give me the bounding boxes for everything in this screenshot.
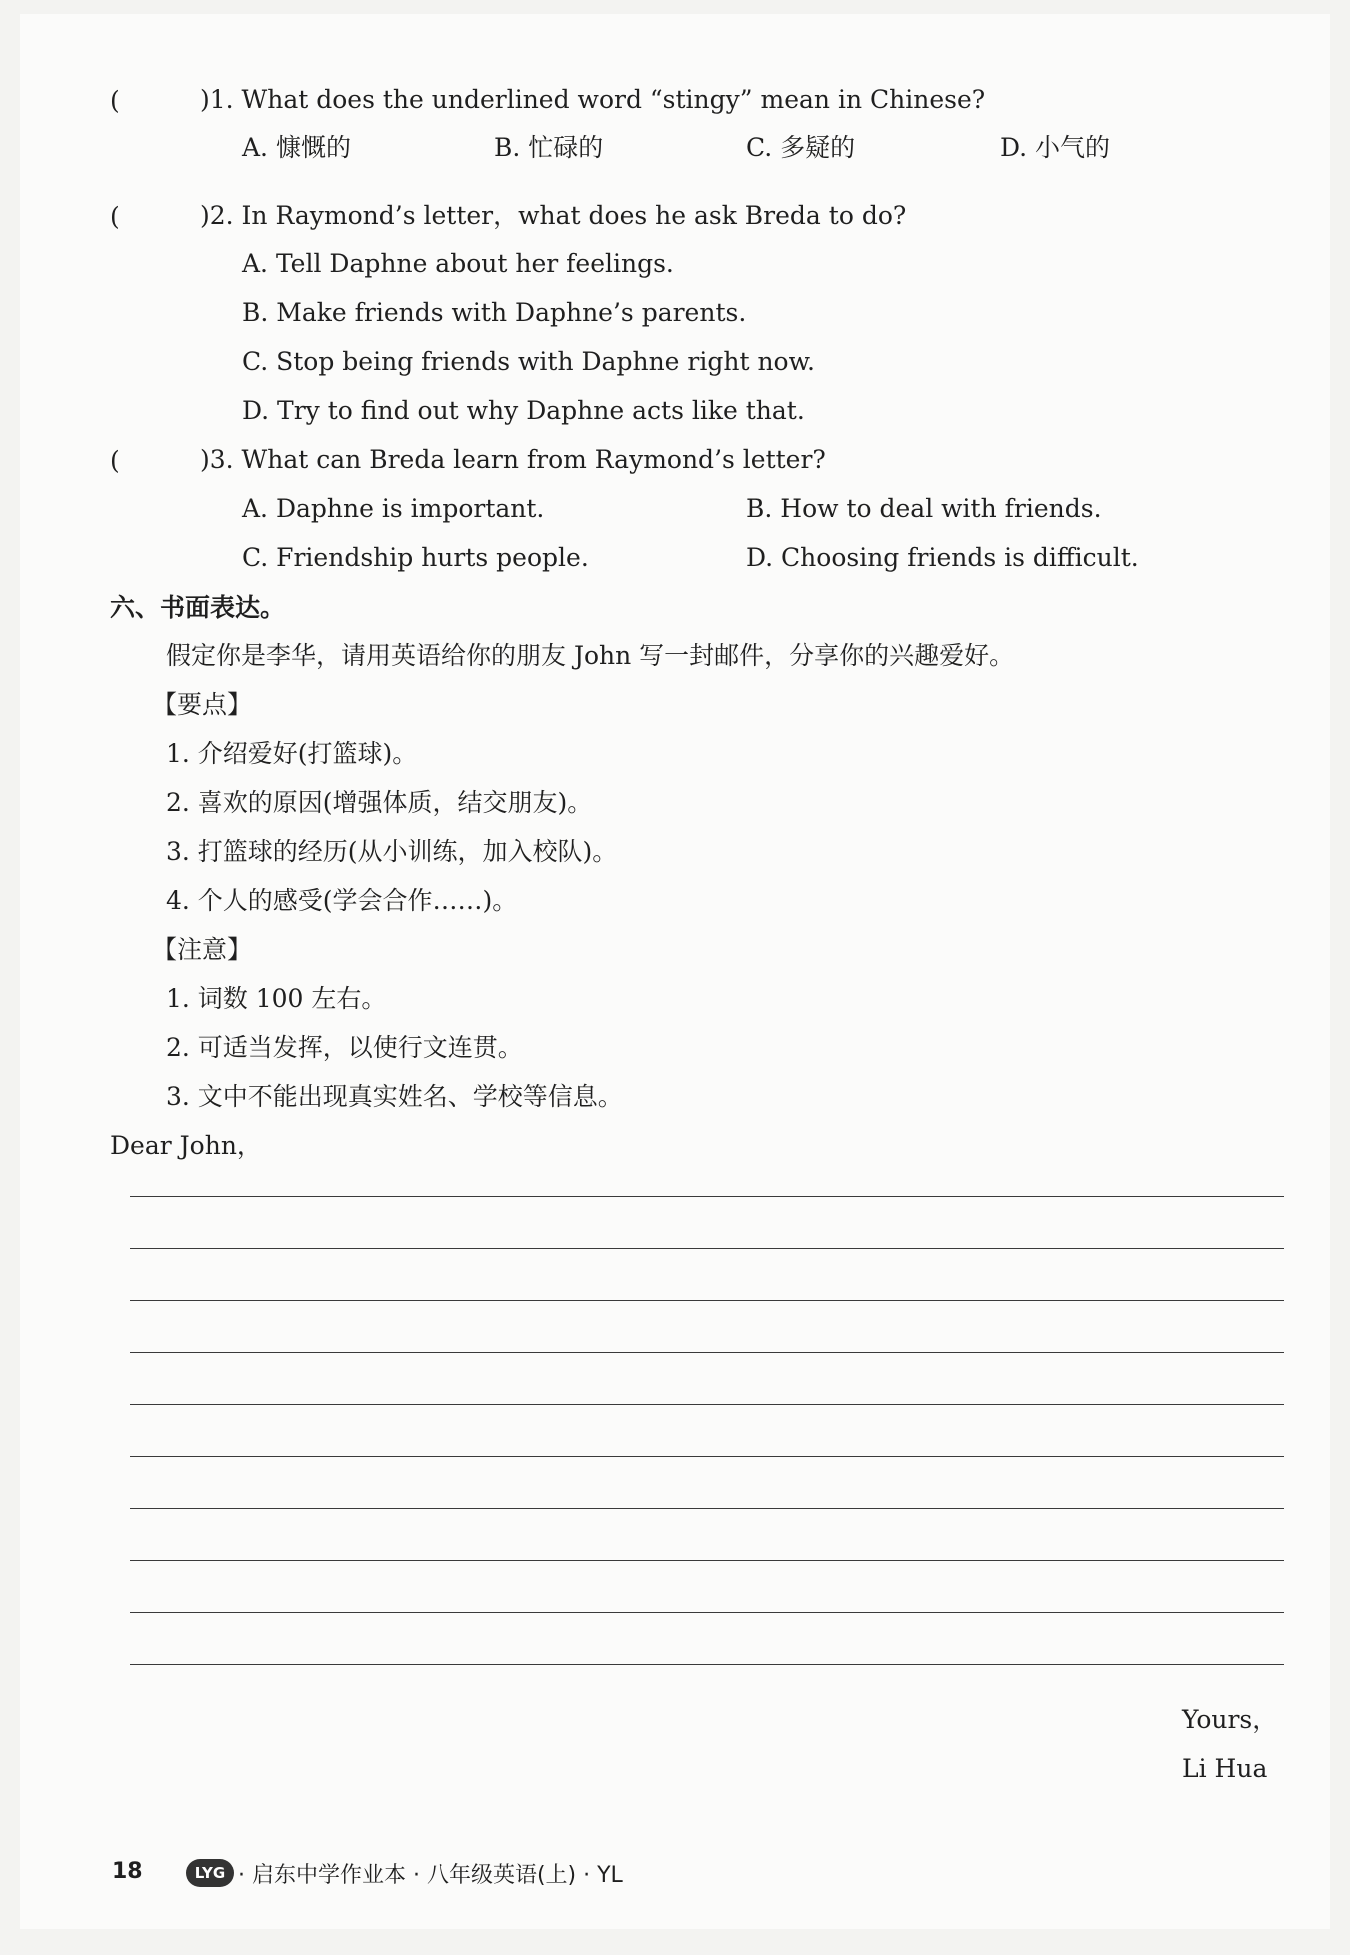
point-item: 2. 喜欢的原因(增强体质，结交朋友)。: [166, 788, 593, 817]
writing-prompt: 假定你是李华，请用英语给你的朋友 John 写一封邮件，分享你的兴趣爱好。: [166, 641, 1015, 670]
section-heading-writing: 六、书面表达。: [110, 593, 286, 622]
question-2-stem: )2. In Raymond’s letter，what does he ask Breda to do?: [200, 201, 907, 230]
question-3-option-c: C. Friendship hurts people.: [242, 543, 589, 572]
writing-line[interactable]: [130, 1352, 1284, 1353]
page-number: 18: [112, 1859, 143, 1884]
letter-salutation: Dear John，: [110, 1131, 262, 1160]
letter-signature: Li Hua: [1182, 1754, 1268, 1783]
letter-closing: Yours，: [1182, 1705, 1278, 1734]
point-item: 1. 介绍爱好(打篮球)。: [166, 739, 418, 768]
writing-line[interactable]: [130, 1612, 1284, 1613]
writing-line[interactable]: [130, 1456, 1284, 1457]
question-1-stem: )1. What does the underlined word “stingy” mean in Chinese?: [200, 85, 986, 114]
writing-line[interactable]: [130, 1196, 1284, 1197]
question-2-option-c: C. Stop being friends with Daphne right now.: [242, 347, 815, 376]
question-1-option-c: C. 多疑的: [746, 133, 856, 162]
question-3-stem: )3. What can Breda learn from Raymond’s letter?: [200, 445, 826, 474]
writing-line[interactable]: [130, 1404, 1284, 1405]
worksheet-page: [20, 14, 1330, 1929]
writing-line[interactable]: [130, 1508, 1284, 1509]
question-2-option-a: A. Tell Daphne about her feelings.: [242, 249, 674, 278]
question-3-option-a: A. Daphne is important.: [242, 494, 545, 523]
writing-line[interactable]: [130, 1560, 1284, 1561]
note-item: 3. 文中不能出现真实姓名、学校等信息。: [166, 1082, 623, 1111]
point-item: 4. 个人的感受(学会合作……)。: [166, 886, 518, 915]
answer-bracket-1[interactable]: (: [110, 86, 120, 115]
points-title: 【要点】: [152, 690, 253, 719]
footer-title: · 启东中学作业本 · 八年级英语(上) · YL: [238, 1863, 623, 1888]
answer-bracket-2[interactable]: (: [110, 202, 120, 231]
answer-bracket-3[interactable]: (: [110, 446, 120, 475]
writing-line[interactable]: [130, 1248, 1284, 1249]
writing-line[interactable]: [130, 1664, 1284, 1665]
notes-title: 【注意】: [152, 935, 253, 964]
question-1-option-d: D. 小气的: [1000, 133, 1111, 162]
question-2-option-b: B. Make friends with Daphne’s parents.: [242, 298, 747, 327]
writing-line[interactable]: [130, 1300, 1284, 1301]
question-3-option-d: D. Choosing friends is difficult.: [746, 543, 1139, 572]
question-1-option-a: A. 慷慨的: [242, 133, 351, 162]
question-3-option-b: B. How to deal with friends.: [746, 494, 1102, 523]
question-2-option-d: D. Try to find out why Daphne acts like that.: [242, 396, 805, 425]
note-item: 2. 可适当发挥，以使行文连贯。: [166, 1033, 523, 1062]
publisher-logo: LYG: [186, 1859, 234, 1887]
question-1-option-b: B. 忙碌的: [494, 133, 604, 162]
point-item: 3. 打篮球的经历(从小训练，加入校队)。: [166, 837, 618, 866]
note-item: 1. 词数 100 左右。: [166, 984, 387, 1013]
